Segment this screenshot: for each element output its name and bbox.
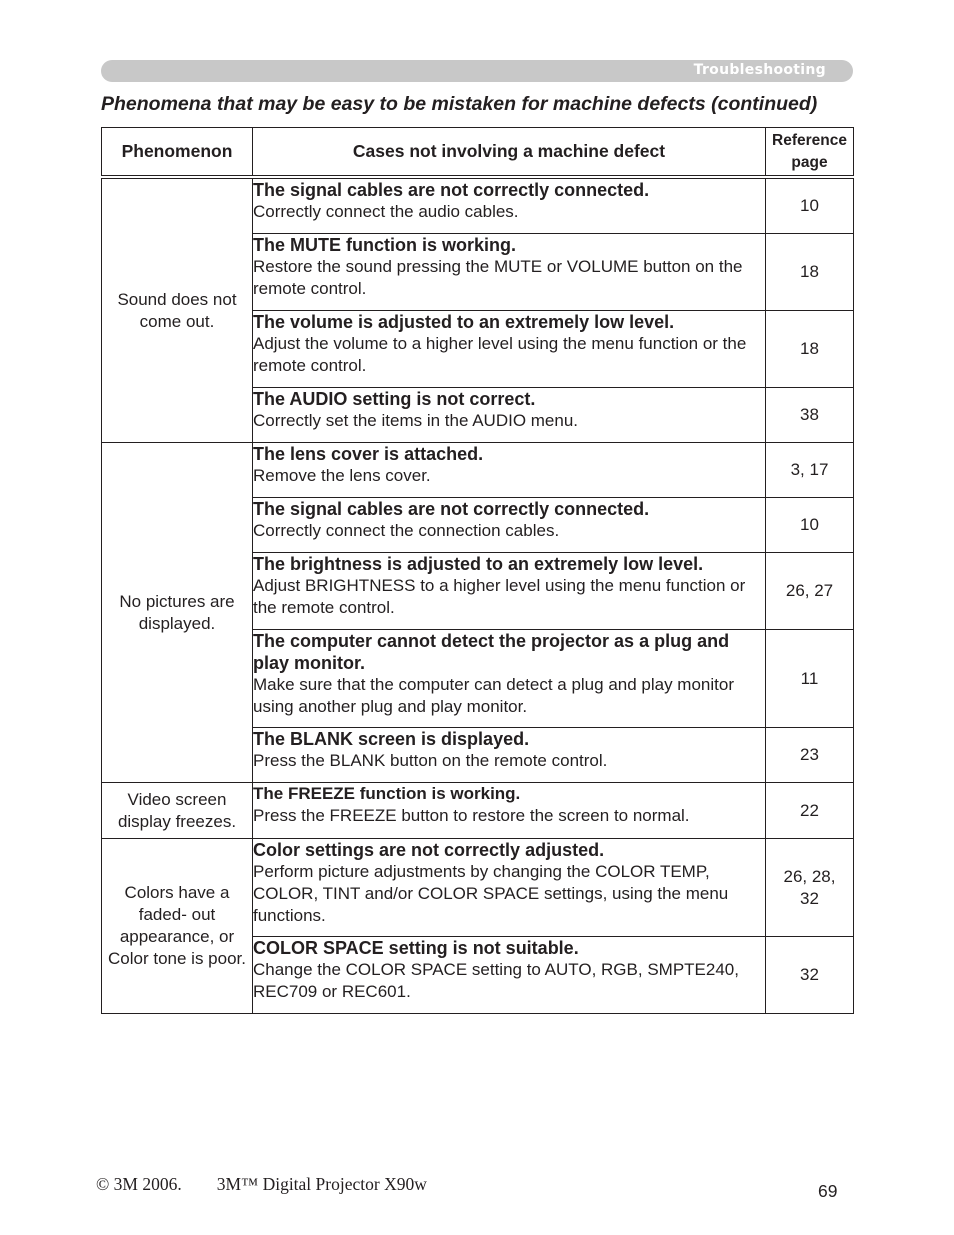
reference-page-cell: 32 — [766, 937, 854, 1014]
cause-text: COLOR SPACE setting is not suitable. — [253, 938, 579, 958]
header-ref-line2: page — [791, 153, 828, 171]
header-reference-page — [766, 128, 854, 176]
remedy-text: Correctly connect the audio cables. — [253, 202, 519, 221]
remedy-text: Adjust BRIGHTNESS to a higher level using the menu function or the remote control. — [253, 576, 746, 617]
cause-text: The BLANK screen is displayed. — [253, 729, 530, 749]
table-row — [102, 783, 854, 839]
table-row — [102, 839, 854, 937]
case-cell — [253, 234, 766, 311]
remedy-text: Restore the sound pressing the MUTE or VOLUME button on the remote control. — [253, 257, 743, 298]
remedy-text: Remove the lens cover. — [253, 466, 431, 485]
remedy-text: Correctly connect the connection cables. — [253, 521, 560, 540]
cause-text: The lens cover is attached. — [253, 444, 484, 464]
remedy-text: Press the BLANK button on the remote control. — [253, 751, 608, 770]
case-cell — [253, 728, 766, 783]
header-cases: Cases not involving a machine defect — [253, 128, 766, 176]
reference-page-cell: 10 — [766, 498, 854, 553]
header-ref-line1: Reference — [772, 131, 847, 149]
phenomenon-cell: Sound does not come out. — [102, 179, 253, 443]
reference-page-cell: 18 — [766, 311, 854, 388]
cause-text: The volume is adjusted to an extremely low level. — [253, 312, 675, 332]
reference-page-cell: 11 — [766, 630, 854, 728]
cause-text: The AUDIO setting is not correct. — [253, 389, 536, 409]
remedy-text: Adjust the volume to a higher level using the menu function or the remote control. — [253, 334, 747, 375]
troubleshooting-table — [101, 127, 854, 1014]
case-cell — [253, 630, 766, 728]
case-cell — [253, 179, 766, 234]
phenomenon-cell: No pictures are displayed. — [102, 443, 253, 783]
page-title: Phenomena that may be easy to be mistaken for machine defects (continued) — [101, 93, 818, 115]
cause-text: The brightness is adjusted to an extremely low level. — [253, 554, 704, 574]
case-cell — [253, 388, 766, 443]
reference-page-cell: 22 — [766, 783, 854, 839]
remedy-text: Press the FREEZE button to restore the screen to normal. — [253, 806, 690, 825]
phenomenon-cell: Video screen display freezes. — [102, 783, 253, 839]
footer-copyright: © 3M 2006. — [96, 1174, 182, 1194]
header-phenomenon: Phenomenon — [102, 128, 253, 176]
remedy-text: Correctly set the items in the AUDIO menu. — [253, 411, 579, 430]
phenomenon-cell: Colors have a faded- out appearance, or Color tone is poor. — [102, 839, 253, 1014]
case-cell — [253, 553, 766, 630]
page-number: 69 — [818, 1181, 838, 1201]
table-header-row — [102, 128, 854, 176]
table-row — [102, 443, 854, 498]
reference-page-cell: 23 — [766, 728, 854, 783]
reference-page-cell: 38 — [766, 388, 854, 443]
remedy-text: Make sure that the computer can detect a plug and play monitor using another plug and play monitor. — [253, 675, 734, 716]
cause-text: The MUTE function is working. — [253, 235, 516, 255]
cause-text: Color settings are not correctly adjusted. — [253, 840, 605, 860]
remedy-text: Perform picture adjustments by changing the COLOR TEMP, COLOR, TINT and/or COLOR SPACE settings, using the menu functions. — [253, 862, 729, 925]
reference-page-cell: 26, 27 — [766, 553, 854, 630]
section-label: Troubleshooting — [693, 62, 826, 78]
table-row — [102, 179, 854, 234]
case-cell — [253, 839, 766, 937]
cause-text: The signal cables are not correctly connected. — [253, 180, 650, 200]
case-cell — [253, 311, 766, 388]
case-cell — [253, 783, 766, 839]
cause-text: The FREEZE function is working. — [253, 784, 521, 803]
section-header-bar — [101, 60, 853, 82]
remedy-text: Change the COLOR SPACE setting to AUTO, RGB, SMPTE240, REC709 or REC601. — [253, 960, 739, 1001]
cause-text: The computer cannot detect the projector as a plug and play monitor. — [253, 631, 730, 673]
reference-page-cell: 18 — [766, 234, 854, 311]
case-cell — [253, 498, 766, 553]
case-cell — [253, 937, 766, 1014]
reference-page-cell: 3, 17 — [766, 443, 854, 498]
cause-text: The signal cables are not correctly connected. — [253, 499, 650, 519]
reference-page-cell: 10 — [766, 179, 854, 234]
footer — [96, 1174, 427, 1195]
reference-page-cell: 26, 28, 32 — [766, 839, 854, 937]
case-cell — [253, 443, 766, 498]
footer-product: 3M™ Digital Projector X90w — [216, 1174, 427, 1194]
